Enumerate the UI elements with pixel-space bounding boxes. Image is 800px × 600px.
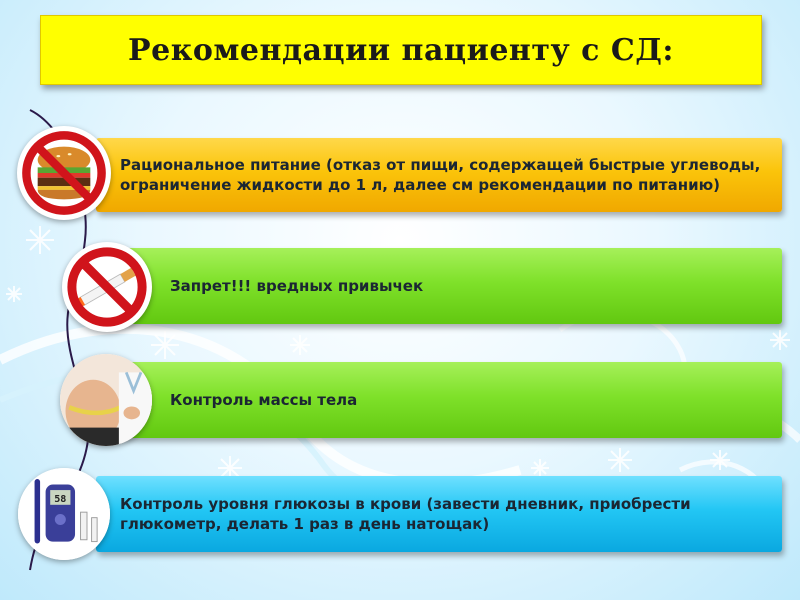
waist-measure-icon [60,354,152,446]
recommendation-habits [96,248,782,324]
recommendation-glucose [96,476,782,552]
recommendation-nutrition [96,138,782,212]
recommendation-text: Контроль уровня глюкозы в крови (завести дневник, приобрести глюкометр, делать 1 раз в день натощак) [120,495,691,533]
recommendation-text: Запрет!!! вредных привычек [170,277,424,295]
no-fast-food-icon [17,126,111,220]
title-banner [40,15,762,85]
glucometer-icon [18,468,110,560]
recommendation-weight [96,362,782,438]
recommendation-text: Контроль массы тела [170,391,358,409]
recommendation-text: Рациональное питание (отказ от пищи, содержащей быстрые углеводы, ограничение жидкости до 1 л, далее см рекомендации по питанию) [120,156,761,194]
no-smoking-icon [62,242,152,332]
page-title: Рекомендации пациенту с СД: [128,32,674,68]
glucometer-reading: 58 [54,494,67,506]
